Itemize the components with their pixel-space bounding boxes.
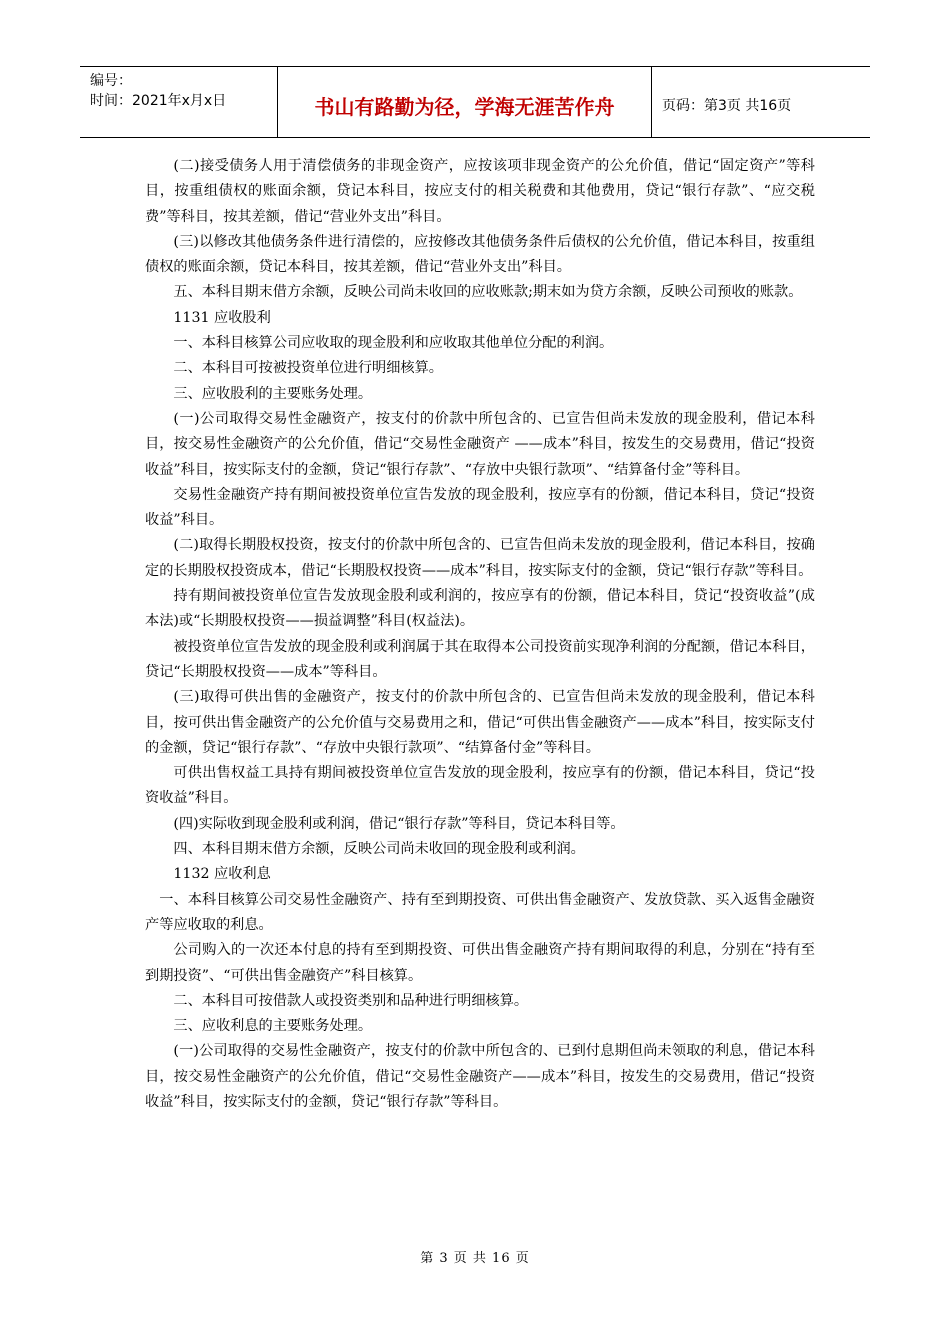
- paragraph: (一)公司取得的交易性金融资产，按支付的价款中所包含的、已到付息期但尚未领取的利息，借记本科目，按交易性金融资产的公允价值，借记“交易性金融资产——成本”科目，按发生的交易费用，借记“投资收益”科目，按实际支付的金额，贷记“银行存款”等科目。: [145, 1043, 815, 1110]
- paragraph: 四、本科目期末借方余额，反映公司尚未收回的现金股利或利润。: [173, 841, 585, 858]
- section-heading: 1131 应收股利: [173, 309, 271, 326]
- header-meta: [80, 67, 278, 137]
- paragraph: 二、本科目可按借款人或投资类别和品种进行明细核算。: [173, 992, 529, 1009]
- paragraph: 交易性金融资产持有期间被投资单位宣告发放的现金股利，按应享有的份额，借记本科目，贷记“投资收益”科目。: [145, 486, 815, 529]
- page-footer: 第 3 页 共 16 页: [420, 1251, 530, 1266]
- section-heading: 1132 应收利息: [173, 866, 271, 883]
- paragraph: 公司购入的一次还本付息的持有至到期投资、可供出售金融资产持有期间取得的利息，分别在“持有至到期投资”、“可供出售金融资产”科目核算。: [145, 942, 815, 984]
- paragraph: 三、应收股利的主要账务处理。: [173, 385, 373, 402]
- paragraph: 一、本科目核算公司应收取的现金股利和应收取其他单位分配的利润。: [173, 335, 614, 352]
- paragraph: 三、应收利息的主要账务处理。: [173, 1018, 373, 1035]
- paragraph: (四)实际收到现金股利或利润，借记“银行存款”等科目，贷记本科目等。: [173, 815, 625, 832]
- paragraph: 可供出售权益工具持有期间被投资单位宣告发放的现金股利，按应享有的份额，借记本科目，贷记“投资收益”科目。: [145, 765, 815, 807]
- paragraph: 二、本科目可按被投资单位进行明细核算。: [173, 360, 443, 377]
- paragraph: 持有期间被投资单位宣告发放现金股利或利润的，按应享有的份额，借记本科目，贷记“投资收益”(成本法)或“长期股权投资——损益调整”科目(权益法)。: [145, 588, 815, 630]
- paragraph: 五、本科目期末借方余额，反映公司尚未收回的应收账款;期末如为贷方余额，反映公司预收的账款。: [173, 284, 803, 301]
- paragraph: (二)接受债务人用于清偿债务的非现金资产，应按该项非现金资产的公允价值，借记“固定资产”等科目，按重组债权的账面余额，贷记本科目，按应支付的相关税费和其他费用，贷记“银行存款”、“应交税费”等科目，按其差额，借记“营业外支出”科目。: [145, 158, 815, 225]
- paragraph: (三)取得可供出售的金融资产，按支付的价款中所包含的、已宣告但尚未发放的现金股利，借记本科目，按可供出售金融资产的公允价值与交易费用之和，借记“可供出售金融资产——成本”科目，按实际支付的金额，贷记“银行存款”、“存放中央银行款项”、“结算备付金”等科目。: [145, 689, 815, 756]
- document-number-label: 编号：: [90, 73, 132, 89]
- header-motto: 书山有路勤为径，学海无涯苦作舟: [278, 67, 652, 137]
- paragraph: (一)公司取得交易性金融资产，按支付的价款中所包含的、已宣告但尚未发放的现金股利，借记本科目，按交易性金融资产的公允价值，借记“交易性金融资产 ——成本”科目，按发生的交易费用，借记“投资收益”科目，按实际支付的金额，贷记“银行存款”、“存放中央银行款项”、“结算备付金”等科目。: [145, 410, 815, 478]
- page-header: [80, 66, 870, 138]
- paragraph: 被投资单位宣告发放的现金股利或利润属于其在取得本公司投资前实现净利润的分配额，借记本科目，贷记“长期股权投资——成本”等科目。: [145, 638, 815, 680]
- paragraph: (三)以修改其他债务条件进行清偿的，应按修改其他债务条件后债权的公允价值，借记本科目，按重组债权的账面余额，贷记本科目，按其差额，借记“营业外支出”科目。: [145, 233, 815, 276]
- paragraph: 一、本科目核算公司交易性金融资产、持有至到期投资、可供出售金融资产、发放贷款、买入返售金融资产等应收取的利息。: [145, 891, 815, 933]
- document-date-label: 时间：2021年x月x日: [90, 93, 227, 109]
- header-page-label: 页码：第3页 共16页: [662, 98, 792, 114]
- paragraph: (二)取得长期股权投资，按支付的价款中所包含的、已宣告但尚未发放的现金股利，借记本科目，按确定的长期股权投资成本，借记“长期股权投资——成本”科目，按实际支付的金额，贷记“银行存款”等科目。: [145, 537, 815, 579]
- document-body: [145, 154, 815, 1115]
